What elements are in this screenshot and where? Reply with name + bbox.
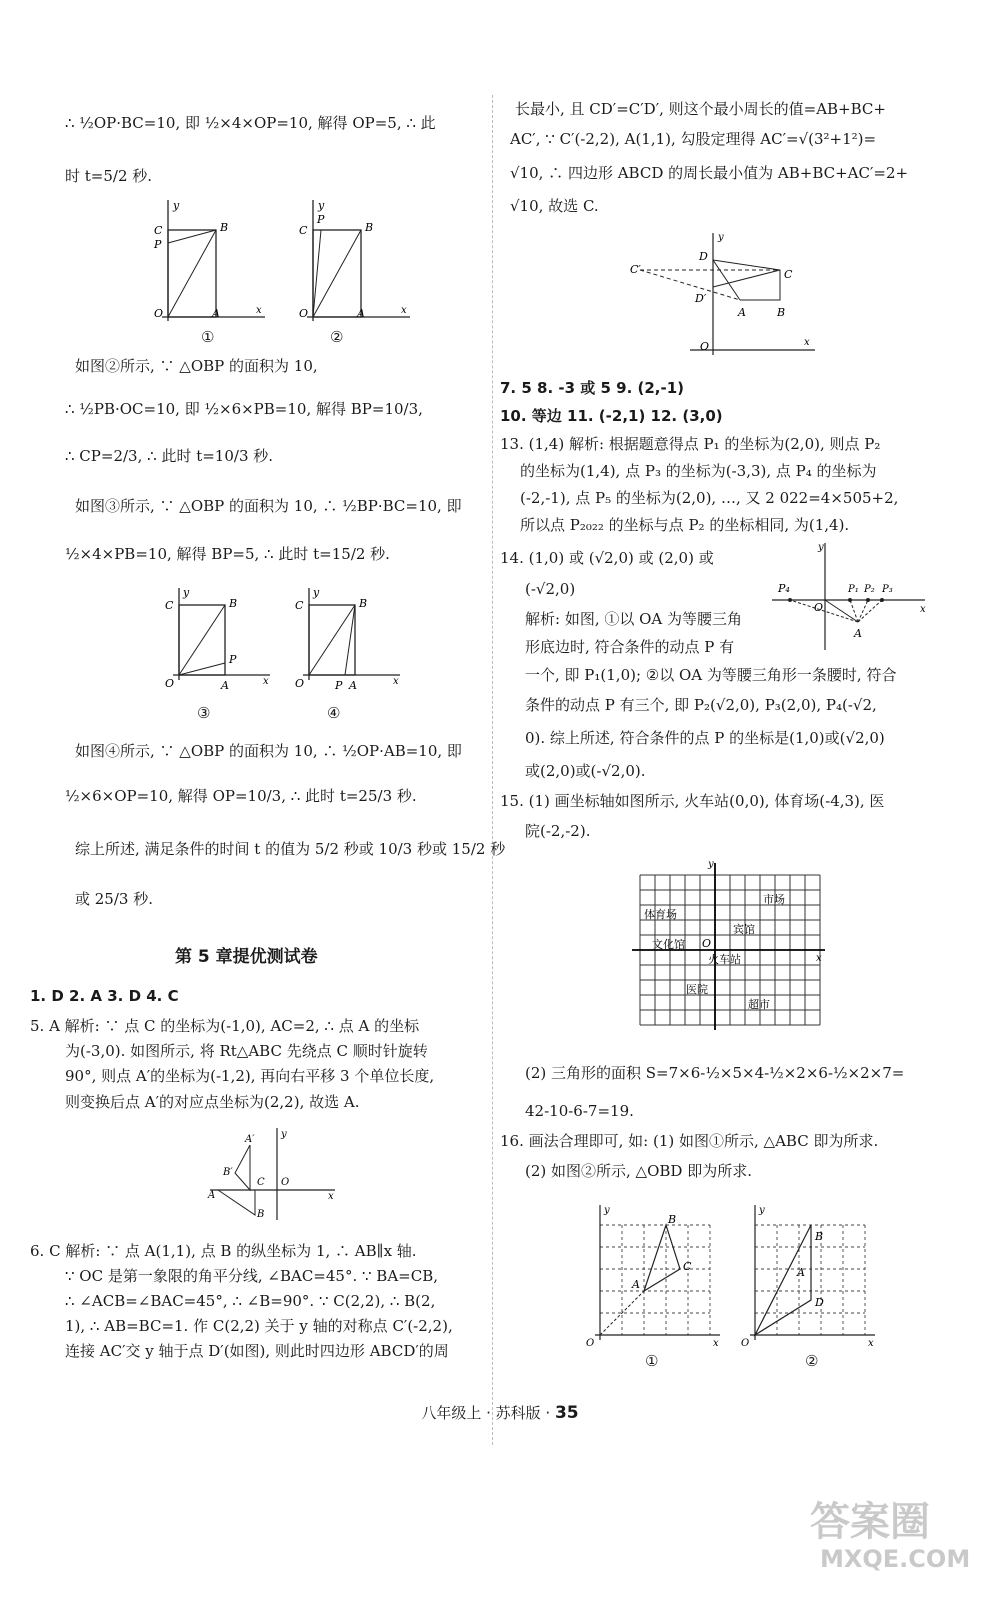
answer-line: 90°, 则点 A′的坐标为(-1,2), 再向右平移 3 个单位长度, [65, 1067, 435, 1085]
svg-text:D′: D′ [695, 292, 707, 305]
text-line: ∴ ½PB·OC=10, 即 ½×6×PB=10, 解得 BP=10/3, [65, 400, 423, 418]
svg-text:y: y [183, 586, 190, 599]
svg-text:P₁: P₁ [848, 584, 859, 595]
svg-text:O: O [295, 677, 305, 690]
map-label-hotel: 宾馆 [733, 923, 755, 936]
svg-text:C: C [295, 599, 304, 612]
watermark-logo: 答案圈 [810, 1499, 930, 1545]
svg-text:B: B [815, 1230, 824, 1243]
text-line: √10, 故选 C. [510, 197, 599, 215]
figure-16-1-caption: ① [645, 1352, 659, 1370]
svg-text:O: O [814, 601, 824, 614]
svg-text:O: O [281, 1177, 290, 1188]
map-label-hospital: 医院 [686, 983, 708, 996]
svg-text:B: B [220, 221, 229, 234]
figure-3 [155, 585, 275, 695]
answer-line: ∴ ∠ACB=∠BAC=45°, ∴ ∠B=90°. ∵ C(2,2), ∴ B(2, [65, 1292, 436, 1310]
svg-text:x: x [920, 604, 926, 615]
svg-text:B: B [257, 1209, 265, 1220]
answer-line: 16. 画法合理即可, 如: (1) 如图①所示, △ABC 即为所求. [500, 1132, 879, 1150]
map-label-market: 市场 [763, 893, 785, 906]
svg-text:B: B [359, 597, 368, 610]
figure-1 [140, 195, 270, 325]
answer-line: 14. (1,0) 或 (√2,0) 或 (2,0) 或 [500, 549, 714, 567]
answer-line: 则变换后点 A′的对应点坐标为(2,2), 故选 A. [65, 1093, 360, 1111]
svg-text:y: y [318, 199, 325, 212]
svg-text:O: O [702, 937, 712, 950]
figure-problem-6 [630, 230, 820, 360]
svg-text:C′: C′ [630, 263, 641, 276]
page-number: 35 [554, 1403, 579, 1423]
map-label-station: 火车站 [708, 953, 741, 966]
svg-text:O: O [741, 1338, 750, 1349]
svg-text:x: x [393, 676, 399, 687]
svg-text:D: D [815, 1296, 824, 1309]
map-grid [630, 855, 830, 1035]
svg-text:y: y [313, 586, 320, 599]
svg-text:C: C [784, 268, 793, 281]
answer-line: 6. C 解析: ∵ 点 A(1,1), 点 B 的纵坐标为 1, ∴ AB∥x 轴. [30, 1242, 417, 1260]
svg-text:y: y [718, 232, 724, 243]
svg-text:A: A [212, 307, 220, 320]
answer-line: (2) 如图②所示, △OBD 即为所求. [525, 1162, 752, 1180]
svg-text:P: P [229, 653, 237, 666]
answer-line: 为(-3,0). 如图所示, 将 Rt△ABC 先绕点 C 顺时针旋转 [65, 1042, 428, 1060]
svg-text:x: x [816, 953, 822, 964]
answer-line: 42-10-6-7=19. [525, 1102, 634, 1120]
svg-text:y: y [708, 859, 714, 870]
answer-line: 10. 等边 11. (-2,1) 12. (3,0) [500, 407, 723, 425]
answer-line: 1), ∴ AB=BC=1. 作 C(2,2) 关于 y 轴的对称点 C′(-2,2), [65, 1317, 453, 1335]
text-line: √10, ∴ 四边形 ABCD 的周长最小值为 AB+BC+AC′=2+ [510, 164, 909, 182]
watermark-site: MXQE.COM [820, 1545, 971, 1573]
answer-line: 5. A 解析: ∵ 点 C 的坐标为(-1,0), AC=2, ∴ 点 A 的坐标 [30, 1017, 420, 1035]
figure-4 [285, 585, 405, 695]
text-line: AC′, ∵ C′(-2,2), A(1,1), 勾股定理得 AC′=√(3²+1²)= [510, 130, 877, 148]
figure-2-caption: ② [330, 328, 344, 346]
figure-4-caption: ④ [327, 704, 341, 722]
svg-text:P: P [335, 679, 343, 692]
svg-text:P: P [317, 213, 325, 226]
answer-line: (2) 三角形的面积 S=7×6-½×5×4-½×2×6-½×2×7= [525, 1064, 905, 1082]
svg-text:O: O [700, 340, 710, 353]
svg-text:C: C [683, 1260, 692, 1273]
text-line: 时 t=5/2 秒. [65, 167, 153, 185]
svg-text:O: O [586, 1338, 595, 1349]
svg-text:y: y [604, 1205, 610, 1216]
answer-line: (-2,-1), 点 P₅ 的坐标为(2,0), …, 又 2 022=4×505+2, [520, 489, 899, 507]
answer-line: 连接 AC′交 y 轴于点 D′(如图), 则此时四边形 ABCD′的周 [65, 1342, 449, 1360]
figure-1-caption: ① [201, 328, 215, 346]
answer-line: 7. 5 8. -3 或 5 9. (2,-1) [500, 379, 685, 397]
svg-text:x: x [804, 337, 810, 348]
svg-text:x: x [713, 1338, 719, 1349]
svg-text:B: B [777, 306, 786, 319]
svg-text:x: x [256, 305, 262, 316]
svg-text:x: x [868, 1338, 874, 1349]
text-line: 综上所述, 满足条件的时间 t 的值为 5/2 秒或 10/3 秒或 15/2 秒 [75, 840, 506, 858]
answer-line: 一个, 即 P₁(1,0); ②以 OA 为等腰三角形一条腰时, 符合 [525, 666, 897, 684]
svg-text:A: A [357, 307, 365, 320]
figure-problem-14 [770, 540, 930, 655]
svg-text:x: x [263, 676, 269, 687]
answer-line: 15. (1) 画坐标轴如图所示, 火车站(0,0), 体育场(-4,3), 医 [500, 792, 885, 810]
svg-text:A: A [738, 306, 746, 319]
text-line: ∴ ½OP·BC=10, 即 ½×4×OP=10, 解得 OP=5, ∴ 此 [65, 114, 436, 132]
text-line: ∴ CP=2/3, ∴ 此时 t=10/3 秒. [65, 447, 274, 465]
answer-line: 0). 综上所述, 符合条件的点 P 的坐标是(1,0)或(√2,0) [525, 729, 885, 747]
svg-text:A: A [221, 679, 229, 692]
footer-text: 八年级上 · 苏科版 · [421, 1404, 551, 1422]
svg-text:y: y [281, 1129, 287, 1140]
figure-problem-5 [205, 1125, 340, 1225]
text-line: 或 25/3 秒. [75, 890, 153, 908]
answer-line: (-√2,0) [525, 580, 576, 598]
answer-line: 条件的动点 P 有三个, 即 P₂(√2,0), P₃(2,0), P₄(-√2, [525, 696, 877, 714]
text-line: 如图③所示, ∵ △OBP 的面积为 10, ∴ ½BP·BC=10, 即 [75, 497, 462, 515]
map-label-supermarket: 超市 [748, 998, 770, 1011]
svg-text:P₃: P₃ [882, 584, 893, 595]
figure-problem-16-2 [735, 1200, 880, 1350]
text-line: 如图②所示, ∵ △OBP 的面积为 10, [75, 357, 318, 375]
svg-text:B: B [229, 597, 238, 610]
svg-text:C: C [165, 599, 174, 612]
svg-text:O: O [165, 677, 175, 690]
chapter-title: 第 5 章提优测试卷 [175, 947, 318, 967]
svg-text:y: y [173, 199, 180, 212]
map-label-stadium: 体育场 [644, 908, 677, 921]
svg-text:C: C [154, 224, 163, 237]
svg-text:A′: A′ [245, 1134, 255, 1145]
svg-text:B: B [668, 1213, 677, 1226]
text-line: 长最小, 且 CD′=C′D′, 则这个最小周长的值=AB+BC+ [515, 100, 886, 118]
svg-text:P₂: P₂ [864, 584, 875, 595]
text-line: 如图④所示, ∵ △OBP 的面积为 10, ∴ ½OP·AB=10, 即 [75, 742, 462, 760]
answer-line: 院(-2,-2). [525, 822, 591, 840]
svg-text:y: y [818, 542, 824, 553]
figure-3-caption: ③ [197, 704, 211, 722]
svg-text:P: P [154, 238, 162, 251]
text-line: ½×4×PB=10, 解得 BP=5, ∴ 此时 t=15/2 秒. [65, 545, 390, 563]
answer-line: 1. D 2. A 3. D 4. C [30, 987, 179, 1005]
svg-text:A: A [797, 1266, 805, 1279]
svg-text:P₄: P₄ [778, 582, 790, 595]
svg-text:A: A [854, 627, 862, 640]
svg-text:B: B [365, 221, 374, 234]
map-label-culture: 文化馆 [652, 938, 685, 951]
svg-text:x: x [328, 1191, 334, 1202]
answer-line: 形底边时, 符合条件的动点 P 有 [525, 638, 735, 656]
svg-text:O: O [154, 307, 164, 320]
answer-line: 13. (1,4) 解析: 根据题意得点 P₁ 的坐标为(2,0), 则点 P₂ [500, 435, 881, 453]
page-footer [0, 1402, 1000, 1423]
column-divider [492, 95, 493, 1445]
answer-line: ∵ OC 是第一象限的角平分线, ∠BAC=45°. ∵ BA=CB, [65, 1267, 438, 1285]
figure-2 [285, 195, 415, 325]
answer-line: 所以点 P₂₀₂₂ 的坐标与点 P₂ 的坐标相同, 为(1,4). [520, 516, 850, 534]
svg-text:C: C [299, 224, 308, 237]
svg-text:A: A [632, 1278, 640, 1291]
svg-text:B′: B′ [223, 1167, 233, 1178]
text-line: ½×6×OP=10, 解得 OP=10/3, ∴ 此时 t=25/3 秒. [65, 787, 417, 805]
svg-text:y: y [759, 1205, 765, 1216]
answer-line: 解析: 如图, ①以 OA 为等腰三角 [525, 610, 743, 628]
svg-text:A: A [208, 1190, 216, 1201]
figure-problem-16-1 [580, 1200, 725, 1350]
svg-text:O: O [299, 307, 309, 320]
svg-text:x: x [401, 305, 407, 316]
svg-text:A: A [349, 679, 357, 692]
answer-line: 的坐标为(1,4), 点 P₃ 的坐标为(-3,3), 点 P₄ 的坐标为 [520, 462, 877, 480]
figure-16-2-caption: ② [805, 1352, 819, 1370]
svg-text:D: D [699, 250, 708, 263]
answer-line: 或(2,0)或(-√2,0). [525, 762, 646, 780]
svg-text:C: C [257, 1177, 265, 1188]
